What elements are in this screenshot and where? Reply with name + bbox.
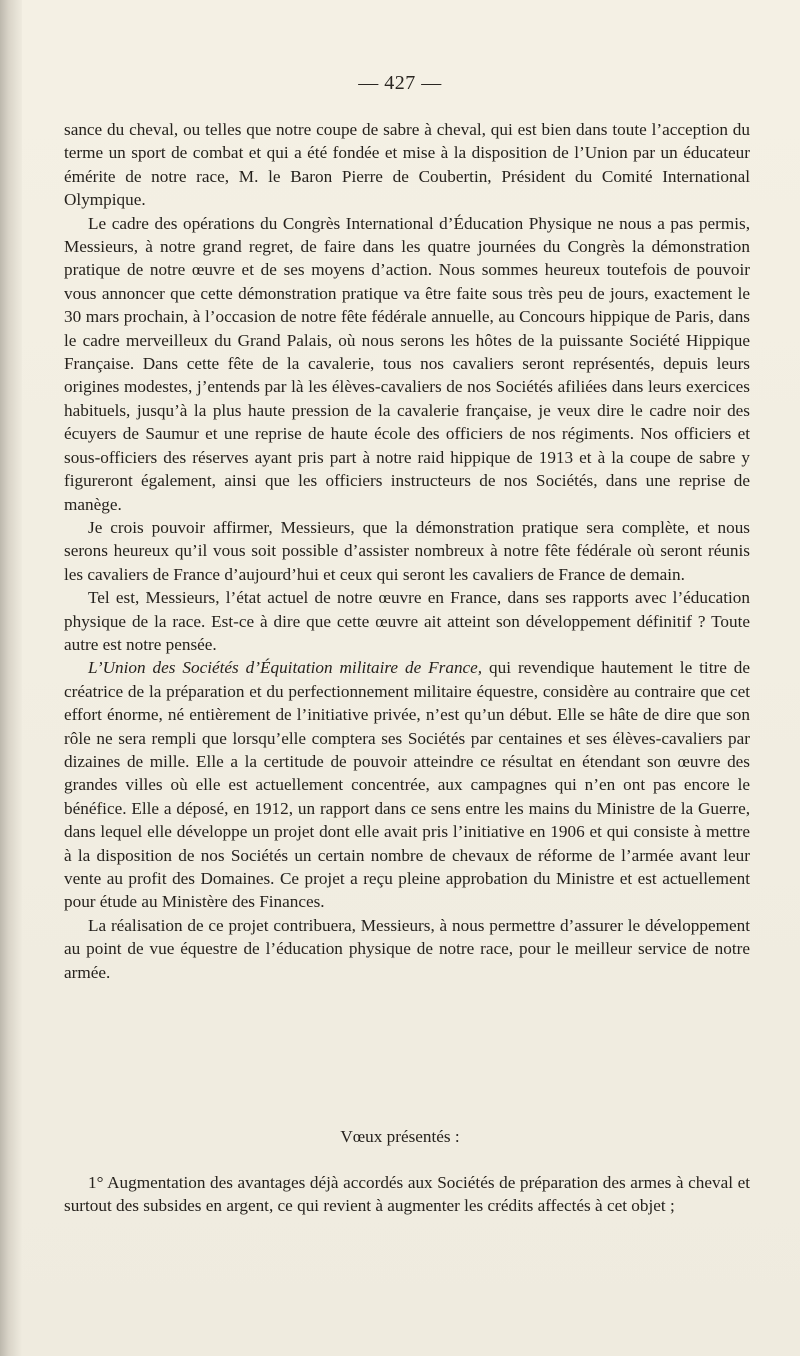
wishes-heading: Vœux présentés : xyxy=(340,1127,460,1146)
paragraph-union xyxy=(64,656,750,913)
paragraph-union-body: qui revendique hautement le titre de créatrice de la préparation et du perfectionnement militaire équestre, considère au contraire que cet effort énorme, né entièrement de l’initiative privée, n’est qu’un début. Elle se hâte de dire que son rôle ne sera rempli que lorsqu’elle comptera ses Sociétés par centaines et ses élèves-cavaliers par dizaines de mille. Elle a la certitude de pouvoir atteindre ce résultat en étendant son œuvre des grandes villes où elle est actuellement concentrée, aux campagnes qui n’en ont pas encore le bénéfice. Elle a déposé, en 1912, un rapport dans ce sens entre les mains du Ministre de la Guerre, dans lequel elle développe un projet dont elle avait pris l’initiative en 1906 et qui consiste à mettre à la disposition de nos Sociétés un certain nombre de chevaux de réforme de l’armée avant leur vente au profit des Domaines. Ce projet a reçu pleine approbation du Ministre et est actuellement pour étude au Ministère des Finances. xyxy=(64,658,750,912)
page-number: — 427 — xyxy=(358,72,442,94)
paragraph-realisation: La réalisation de ce projet contribuera, Messieurs, à nous permettre d’assurer le développement au point de vue équestre de l’éducation physique de notre race, pour le meilleur service de notre armée. xyxy=(64,915,750,982)
paragraph-continuation: sance du cheval, ou telles que notre coupe de sabre à cheval, qui est bien dans toute l’acception du terme un sport de combat et qui a été fondée et mise à la disposition de l’Union par un éducateur émérite de notre race, M. le Baron Pierre de Coubertin, Président du Comité International Olympique. xyxy=(64,120,750,210)
union-name: L’Union des Sociétés d’Équitation militaire de France, xyxy=(88,658,483,678)
body-text xyxy=(64,118,750,984)
paragraph-congress: Le cadre des opérations du Congrès International d’Éducation Physique ne nous a pas permis, Messieurs, à notre grand regret, de faire dans les quatre journées du Congrès la démonstration pratique de notre œuvre et de ses moyens d’action. Nous sommes heureux toutefois de pouvoir vous annoncer que cette démonstration pratique va être faite sous très peu de jours, exactement le 30 mars prochain, à l’occasion de notre fête fédérale annuelle, au Concours hippique de Paris, dans le cadre merveilleux du Grand Palais, où nous serons les hôtes de la puissante Société Hippique Française. Dans cette fête de la cavalerie, tous nos cavaliers seront représentés, depuis leurs origines modestes, j’entends par là les élèves-cavaliers de nos Sociétés afiliées dans leurs exercices habituels, jusqu’à la plus haute pression de la cavalerie française, je veux dire le cadre noir des écuyers de Saumur et une reprise de haute école des officiers de nos régiments. Nos officiers et sous-officiers des réserves ayant pris part à notre raid hippique de 1913 et à la coupe de sabre y figureront également, ainsi que les officiers instructeurs de nos Sociétés, dans une reprise de manège. xyxy=(64,213,750,514)
paragraph-demonstration: Je crois pouvoir affirmer, Messieurs, que la démonstration pratique sera complète, et nous serons heureux qu’il vous soit possible d’assister nombreux à notre fête fédérale où seront réunis les cavaliers de France d’aujourd’hui et ceux qui seront les cavaliers de France de demain. xyxy=(64,517,750,584)
wish-item-1: 1° Augmentation des avantages déjà accordés aux Sociétés de préparation des armes à cheval et surtout des subsides en argent, ce qui revient à augmenter les crédits affectés à cet objet ; xyxy=(64,1173,750,1216)
binding-gutter xyxy=(0,0,22,1356)
paragraph-state: Tel est, Messieurs, l’état actuel de notre œuvre en France, dans ses rapports avec l’éducation physique de la race. Est-ce à dire que cette œuvre ait atteint son développement définitif ? Toute autre est notre pensée. xyxy=(64,588,750,654)
